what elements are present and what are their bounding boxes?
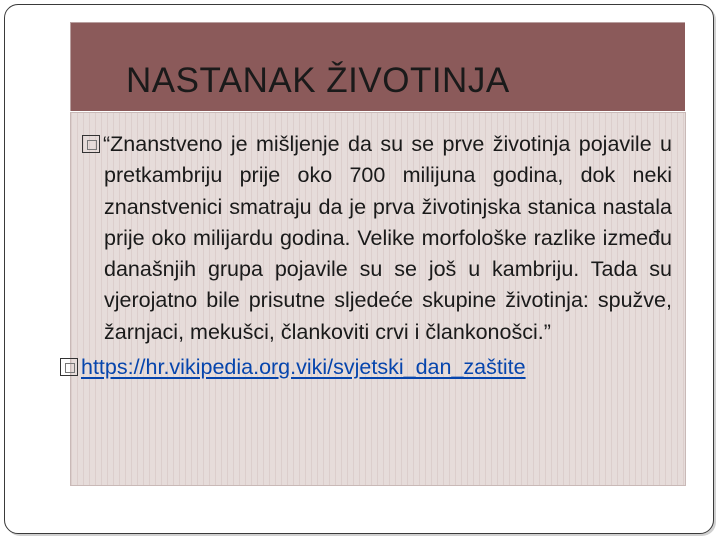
source-link[interactable]: https://hr.vikipedia.org.viki/svjetski_dan_zaštite: [81, 355, 526, 380]
quote-text: “Znanstveno je mišljenje da su se prve životinja pojavile u pretkambriju prije oko 700 milijuna godina, dok neki znanstvenici smatraju da je prva životinjska stanica nastala prije oko milijardu godina. Velike morfološke razlike između današnjih grupa pojavile su se još u kambriju. Tada su vjerojatno bile prisutne sljedeće skupine životinja: spužve, žarnjaci, mekušci, člankoviti crvi i člankonošci.”: [103, 132, 672, 344]
link-paragraph: [82, 352, 672, 383]
quote-paragraph: [82, 129, 672, 348]
slide-title: NASTANAK ŽIVOTINJA: [126, 61, 510, 100]
slide-body: [82, 129, 672, 383]
square-bullet-icon: [82, 135, 100, 153]
title-band: [70, 22, 685, 111]
square-bullet-icon: [60, 358, 78, 376]
